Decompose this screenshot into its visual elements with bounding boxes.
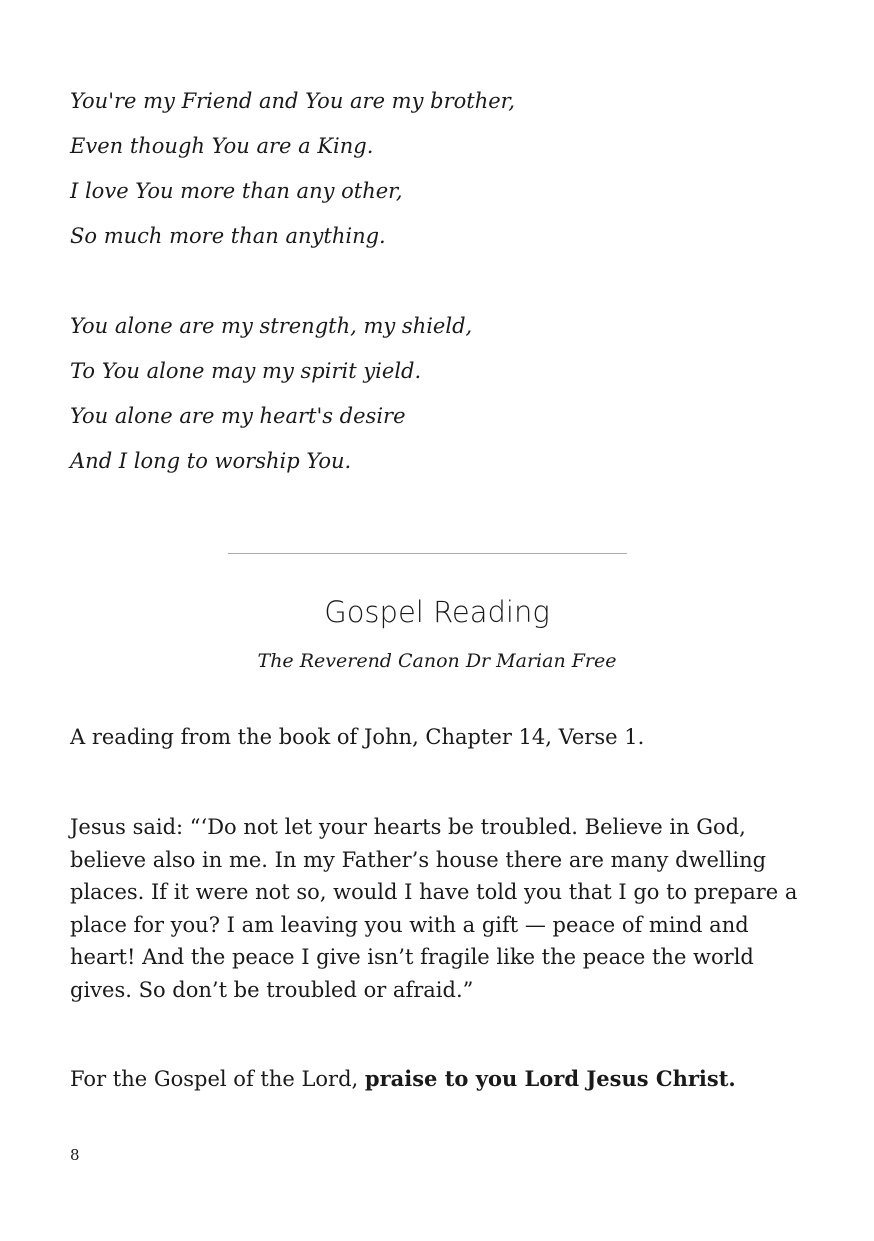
closing-response: praise to you Lord Jesus Christ. [364,1066,736,1091]
verse-line: To You alone may my spirit yield. [70,359,422,383]
hymn-stanza-1 [70,86,790,266]
section-divider [228,553,627,554]
verse-line: And I long to worship You. [70,449,352,473]
reading-closing [70,1063,800,1096]
verse-line: I love You more than any other, [70,179,403,203]
closing-prefix: For the Gospel of the Lord, [70,1067,365,1091]
reading-intro: A reading from the book of John, Chapter 14, Verse 1. [70,725,645,749]
page-number: 8 [70,1146,80,1164]
section-title: Gospel Reading [324,595,550,629]
verse-line: You alone are my strength, my shield, [70,314,473,338]
verse-line: You're my Friend and You are my brother, [70,89,516,113]
verse-line: So much more than anything. [70,224,386,248]
reading-text: Jesus said: “‘Do not let your hearts be troubled. Believe in God, believe also in me. In my Father’s house there are many dwelling places. If it were not so, would I have told you that I go to prepare a place for you? I am leaving you with a gift — peace of mind and heart! And the peace I give isn’t fragile like the peace the world gives. So don’t be troubled or afraid.” [70,815,798,1002]
verse-line: Even though You are a King. [70,134,374,158]
verse-line: You alone are my heart's desire [70,404,406,428]
hymn-stanza-2 [70,311,790,491]
section-reader: The Reverend Canon Dr Marian Free [257,650,617,672]
